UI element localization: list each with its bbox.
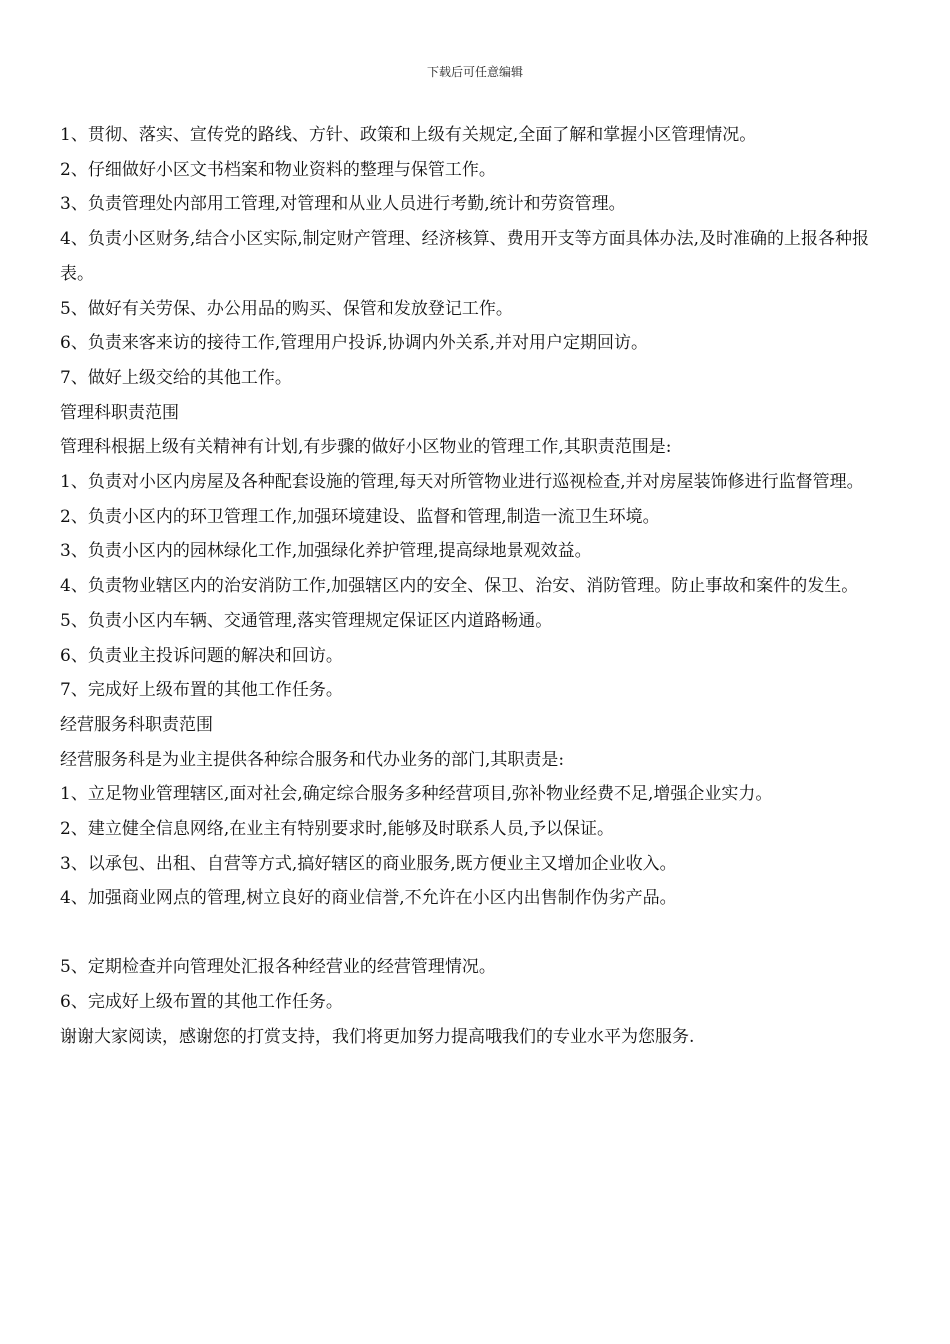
section-intro-management: 管理科根据上级有关精神有计划,有步骤的做好小区物业的管理工作,其职责范围是:	[60, 437, 672, 458]
section-intro-business: 经营服务科是为业主提供各种综合服务和代办业务的部门,其职责是:	[60, 749, 565, 770]
document-body	[60, 118, 895, 1054]
list-item: 3、负责小区内的园林绿化工作,加强绿化养护管理,提高绿地景观效益。	[60, 541, 592, 562]
section-title-management: 管理科职责范围	[60, 402, 179, 423]
closing-note: 谢谢大家阅读，感谢您的打赏支持，我们将更加努力提高哦我们的专业水平为您服务.	[60, 1026, 695, 1047]
list-item: 1、贯彻、落实、宣传党的路线、方针、政策和上级有关规定,全面了解和掌握小区管理情况。	[60, 125, 757, 145]
list-item: 2、仔细做好小区文书档案和物业资料的整理与保管工作。	[60, 159, 496, 180]
list-item: 4、负责小区财务,结合小区实际,制定财产管理、经济核算、费用开支等方面具体办法,及时准确的上报各种报表。	[60, 229, 870, 284]
list-item: 1、负责对小区内房屋及各种配套设施的管理,每天对所管物业进行巡视检查,并对房屋装饰修进行监督管理。	[60, 472, 864, 493]
list-item: 2、建立健全信息网络,在业主有特别要求时,能够及时联系人员,予以保证。	[60, 819, 615, 840]
list-item: 3、以承包、出租、自营等方式,搞好辖区的商业服务,既方便业主又增加企业收入。	[60, 853, 677, 874]
list-item: 6、负责来客来访的接待工作,管理用户投诉,协调内外关系,并对用户定期回访。	[60, 333, 649, 354]
list-item: 6、完成好上级布置的其他工作任务。	[60, 991, 343, 1012]
list-item: 7、做好上级交给的其他工作。	[60, 367, 292, 388]
list-item: 3、负责管理处内部用工管理,对管理和从业人员进行考勤,统计和劳资管理。	[60, 194, 626, 215]
list-item: 4、负责物业辖区内的治安消防工作,加强辖区内的安全、保卫、治安、消防管理。防止事故和案件的发生。	[60, 576, 859, 597]
list-item: 6、负责业主投诉问题的解决和回访。	[60, 645, 343, 666]
list-item: 7、完成好上级布置的其他工作任务。	[60, 680, 343, 701]
list-item: 5、负责小区内车辆、交通管理,落实管理规定保证区内道路畅通。	[60, 610, 553, 631]
list-item: 2、负责小区内的环卫管理工作,加强环境建设、监督和管理,制造一流卫生环境。	[60, 506, 660, 527]
paragraph-gap	[60, 916, 895, 950]
section-title-business: 经营服务科职责范围	[60, 714, 213, 735]
list-item: 4、加强商业网点的管理,树立良好的商业信誉,不允许在小区内出售制作伪劣产品。	[60, 888, 677, 909]
list-item: 5、做好有关劳保、办公用品的购买、保管和发放登记工作。	[60, 298, 513, 319]
list-item: 5、定期检查并向管理处汇报各种经营业的经营管理情况。	[60, 957, 496, 978]
list-item: 1、立足物业管理辖区,面对社会,确定综合服务多种经营项目,弥补物业经费不足,增强企业实力。	[60, 784, 773, 805]
page-header: 下载后可任意编辑	[426, 65, 523, 79]
